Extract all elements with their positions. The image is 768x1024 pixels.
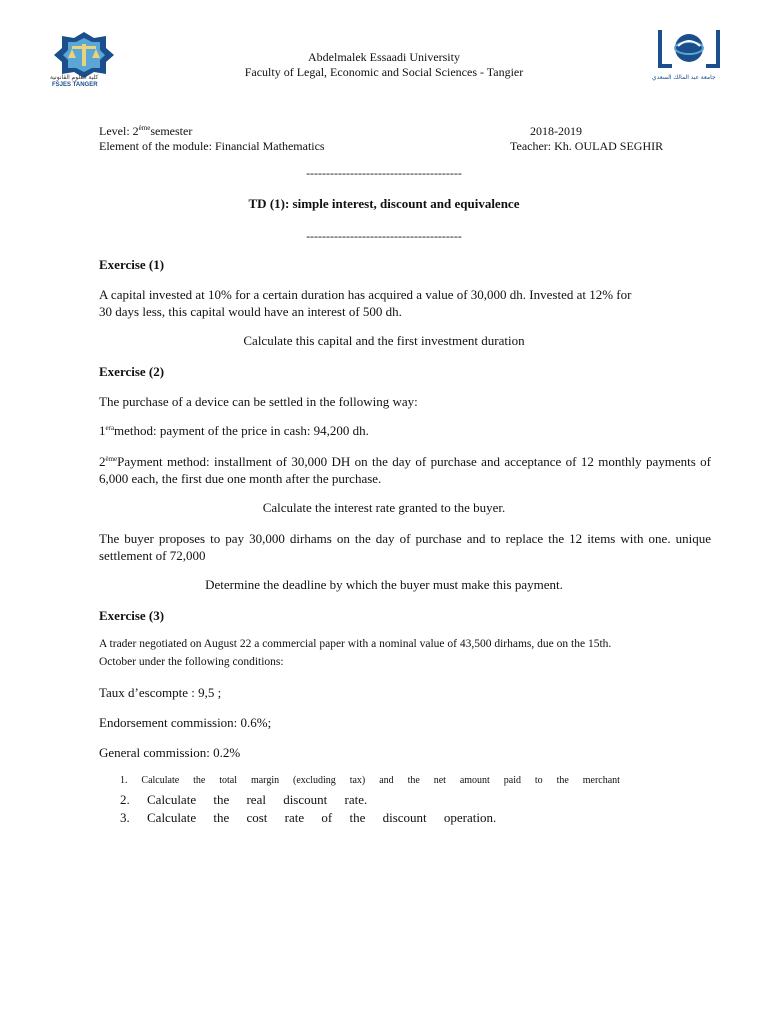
exercise-3-heading: Exercise (3) bbox=[99, 608, 165, 623]
exercise-2-method-1: $1^{era}method$: payment of the price in cash: 94,200 dh. bbox=[99, 423, 369, 438]
module-line: Element of the module: Financial Mathematics bbox=[99, 139, 325, 153]
faculty-name: Faculty of Legal, Economic and Social Sciences - Tangier bbox=[244, 65, 524, 79]
condition-endorsement: Endorsement commission: 0.6%; bbox=[99, 715, 272, 730]
exercise-3-text: A trader negotiated on August 22 a commercial paper with a nominal value of 43,500 dirhams, due on the 15th. October under the following conditions: bbox=[99, 638, 612, 668]
separator-top: --------------------------------------- bbox=[306, 166, 462, 180]
academic-year: 2018-2019 bbox=[530, 124, 582, 138]
exercise-1-heading: Exercise (1) bbox=[99, 257, 165, 272]
exercise-2-task-1: Calculate the interest rate granted to the buyer. bbox=[262, 500, 506, 515]
condition-general: General commission: 0.2% bbox=[99, 745, 241, 760]
exercise-2-method-2: 2èmePayment method: installment of 30,000 DH on the day of purchase and acceptance of 12 monthly payments of 6,000 each, the first due one month after the purchase. bbox=[99, 454, 711, 486]
page-title: TD (1): simple interest, discount and equivalence bbox=[248, 196, 520, 211]
university-name: Abdelmalek Essaadi University bbox=[308, 50, 460, 64]
university-logo: ﺟﺎﻣﻌﺔ ﻋﺒﺪ ﺍﻟﻤﺎﻟﻚ ﺍﻟﺴﻌﺪﻱ bbox=[648, 26, 730, 88]
condition-discount-rate: Taux d’escompte : 9,5 ; bbox=[99, 685, 222, 700]
exercise-2-task-2: Determine the deadline by which the buyer must make this payment. bbox=[205, 577, 563, 592]
exercise-2-intro: The purchase of a device can be settled in the following way: bbox=[99, 394, 418, 409]
question-1: 1. Calculate the total margin (excluding tax) and the net amount paid to the merchant bbox=[120, 775, 620, 786]
separator-bottom: --------------------------------------- bbox=[306, 229, 462, 243]
level-line: Level: 2èmesemester bbox=[99, 124, 193, 138]
question-3: 3. Calculate the cost rate of the discount operation. bbox=[120, 810, 497, 825]
exercise-2-heading: Exercise (2) bbox=[99, 364, 165, 379]
faculty-logo: ﻛﻠﻴﺔ ﺍﻟﻌﻠﻮﻡ ﺍﻟﻘﺎﻧﻮﻧﻴﺔ FSJES TANGER bbox=[48, 30, 120, 90]
logo-caption: FSJES TANGER bbox=[52, 82, 98, 88]
exercise-1-task: Calculate this capital and the first investment duration bbox=[243, 333, 525, 348]
question-2: 2. Calculate the real discount rate. bbox=[120, 792, 368, 807]
teacher-line: Teacher: Kh. OULAD SEGHIR bbox=[510, 139, 664, 153]
exercise-2-paragraph: The buyer proposes to pay 30,000 dirhams on the day of purchase and to replace the 12 items with one. unique settlement of 72,000 bbox=[99, 531, 711, 563]
exercise-1-text: A capital invested at 10% for a certain duration has acquired a value of 30,000 dh. Invested at 12% for 30 days less, this capital would have an interest of 500 dh. bbox=[99, 287, 632, 319]
